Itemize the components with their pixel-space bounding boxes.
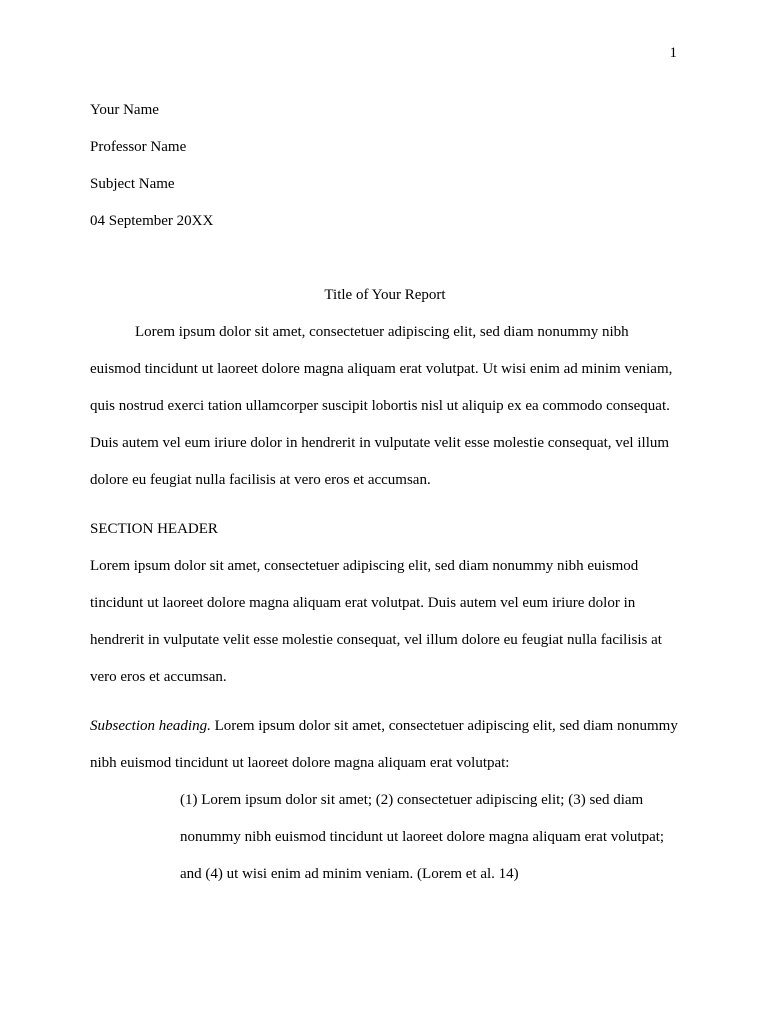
section-paragraph: Lorem ipsum dolor sit amet, consectetuer adipiscing elit, sed diam nonummy nibh euismod tincidunt ut laoreet dolore magna aliquam erat volutpat. Duis autem vel eum iriure dolor in hendrerit in vulputate velit esse molestie consequat, vel illum dolore eu feugiat nulla facilisis at vero eros et accumsan. [90,558,662,685]
author-header-block [90,92,680,240]
subsection-paragraph [90,708,680,782]
section-header: SECTION HEADER [90,521,218,537]
author-name: Your Name [90,102,159,118]
subsection-text: Lorem ipsum dolor sit amet, consectetuer adipiscing elit, sed diam nonummy nibh euismod tincidunt ut laoreet dolore magna aliquam erat volutpat: [90,718,678,771]
date-line: 04 September 20XX [90,213,214,229]
block-quote: (1) Lorem ipsum dolor sit amet; (2) consectetuer adipiscing elit; (3) sed diam nonummy nibh euismod tincidunt ut laoreet dolore magna aliquam erat volutpat; and (4) ut wisi enim ad minim veniam. (Lorem et al. 14) [180,792,665,882]
page-number: 1 [669,45,677,61]
document-body [90,92,680,893]
report-title: Title of Your Report [324,287,446,303]
professor-name: Professor Name [90,139,187,155]
subject-name: Subject Name [90,176,175,192]
intro-paragraph: Lorem ipsum dolor sit amet, consectetuer adipiscing elit, sed diam nonummy nibh euismod tincidunt ut laoreet dolore magna aliquam erat volutpat. Ut wisi enim ad minim veniam, quis nostrud exerci tation ullamcorper suscipit lobortis nisl ut aliquip ex ea commodo consequat. Duis autem vel eum iriure dolor in hendrerit in vulputate velit esse molestie consequat, vel illum dolore eu feugiat nulla facilisis at vero eros et accumsan. [90,324,673,488]
subsection-heading: Subsection heading. [90,718,211,734]
